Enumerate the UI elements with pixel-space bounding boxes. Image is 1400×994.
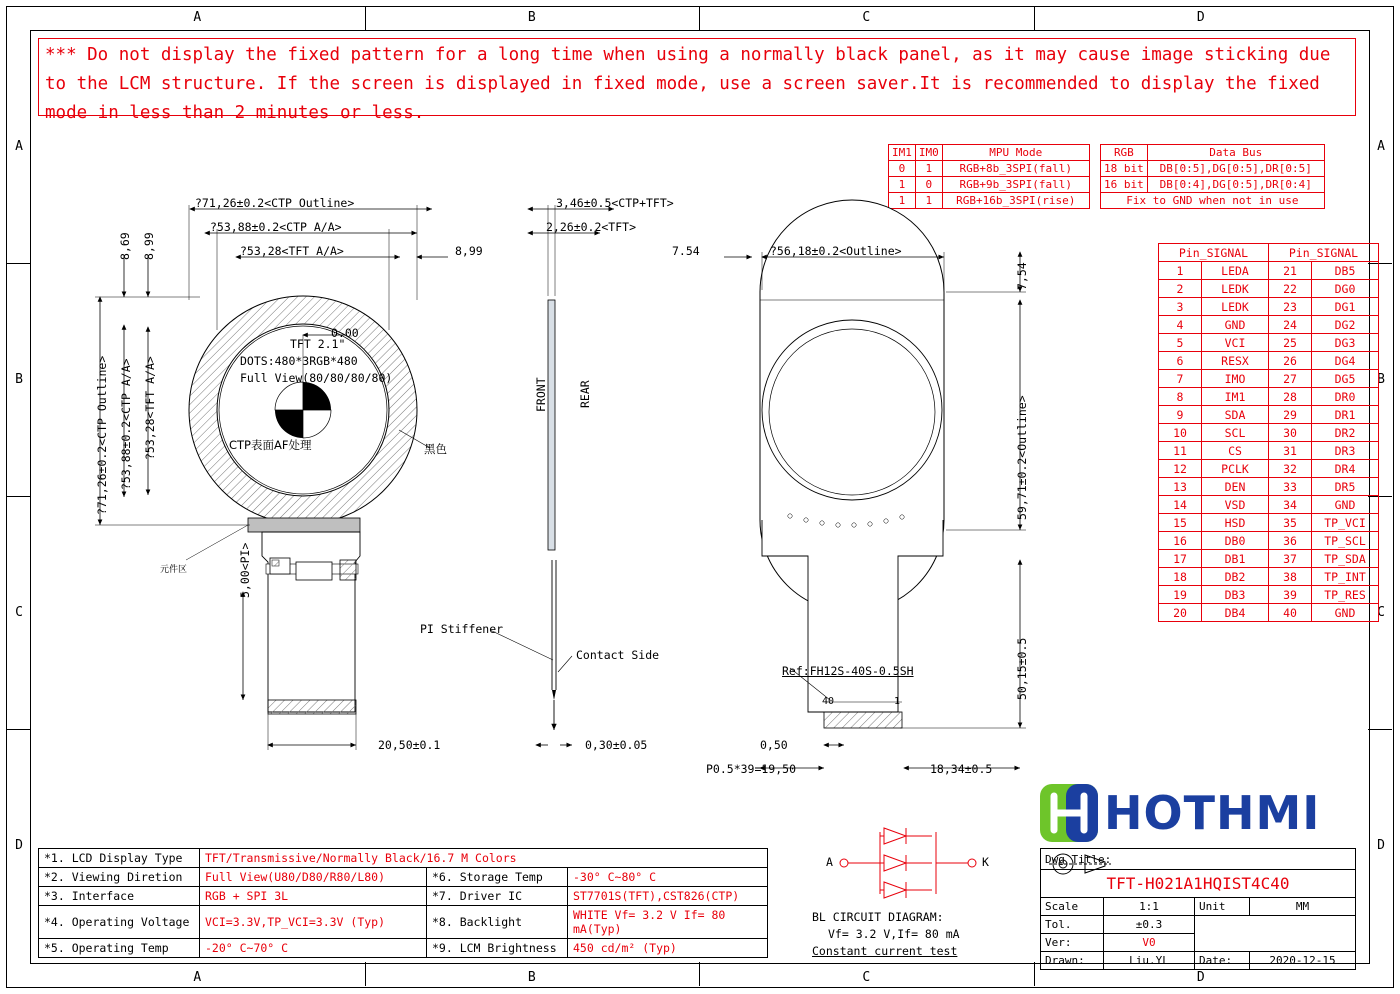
pin-number-cell: 16 (1159, 532, 1202, 550)
pin-signal-cell: DR2 (1312, 424, 1379, 442)
label-pin-40: 40 (822, 696, 835, 707)
zone-col-b: B (527, 970, 536, 985)
pin-signal-cell: CS (1202, 442, 1269, 460)
pin-number-cell: 38 (1269, 568, 1312, 586)
pin-number-cell: 9 (1159, 406, 1202, 424)
dim-tft-thickness: 2,26±0.2<TFT> (546, 220, 637, 234)
pin-number-cell: 2 (1159, 280, 1202, 298)
label-fullview: Full View(80/80/80/80) (240, 371, 393, 385)
pin-number-cell: 17 (1159, 550, 1202, 568)
mpu-cell: 1 (889, 177, 916, 193)
pin-signal-cell: TP_SDA (1312, 550, 1379, 568)
pin-number-cell: 24 (1269, 316, 1312, 334)
pin-signal-cell: LEDA (1202, 262, 1269, 280)
label-pin-1: 1 (894, 696, 901, 707)
zone-row-b: B (1377, 371, 1385, 387)
databus-header-cell: RGB (1101, 145, 1148, 161)
pin-number-cell: 31 (1269, 442, 1312, 460)
title-block (1040, 848, 1356, 970)
pin-number-cell: 5 (1159, 334, 1202, 352)
pin-signal-cell: DB2 (1202, 568, 1269, 586)
pin-signal-cell: GND (1312, 496, 1379, 514)
pin-signal-cell: LEDK (1202, 298, 1269, 316)
spec-value: -30° C~80° C (568, 868, 768, 887)
mpu-cell: RGB+9b_3SPI(fall) (942, 177, 1089, 193)
dim-ctp-aa-width: ?53,88±0.2<CTP A/A> (210, 220, 342, 234)
zone-col-b: B (527, 10, 536, 25)
pin-number-cell: 30 (1269, 424, 1312, 442)
pin-signal-cell: VSD (1202, 496, 1269, 514)
spec-value: Full View(U80/D80/R80/L80) (200, 868, 427, 887)
spec-row (39, 849, 768, 868)
pin-number-cell: 37 (1269, 550, 1312, 568)
tol-value: ±0.3 (1104, 916, 1195, 934)
pin-number-cell: 7 (1159, 370, 1202, 388)
dim-rear-left-754: 7.54 (672, 244, 700, 258)
spec-row (39, 868, 768, 887)
pin-number-cell: 40 (1269, 604, 1312, 622)
drawn-label: Drawn: (1041, 952, 1104, 970)
spec-label: *5. Operating Temp (39, 939, 200, 958)
spec-value: RGB + SPI 3L (200, 887, 427, 906)
databus-cell: DB[0:4],DG[0:5],DR[0:4] (1147, 177, 1324, 193)
pin-header-cell: Pin_SIGNAL (1159, 244, 1269, 262)
unit-value: MM (1250, 898, 1356, 916)
date-label: Date: (1195, 952, 1250, 970)
zone-row-c: C (1377, 604, 1385, 620)
dim-left-869: 8,69 (118, 232, 132, 260)
mpu-cell: 1 (889, 193, 916, 209)
bl-anode-label: A (826, 855, 833, 869)
pin-number-cell: 26 (1269, 352, 1312, 370)
spec-label: *8. Backlight (427, 906, 568, 939)
ver-label: Ver: (1041, 934, 1104, 952)
pin-number-cell: 6 (1159, 352, 1202, 370)
pin-number-cell: 15 (1159, 514, 1202, 532)
zone-row-a: A (15, 138, 23, 154)
pin-signal-cell: SDA (1202, 406, 1269, 424)
dim-p050: 0,50 (760, 738, 788, 752)
dim-fpc-width: 20,50±0.1 (378, 738, 441, 752)
databus-cell: Fix to GND when not in use (1101, 193, 1325, 209)
pin-number-cell: 11 (1159, 442, 1202, 460)
pin-signal-cell: DR0 (1312, 388, 1379, 406)
dim-right-899: 8,99 (455, 244, 483, 258)
pin-signal-cell: DG2 (1312, 316, 1379, 334)
label-black: 黑色 (424, 442, 447, 456)
label-component-area: 元件区 (160, 565, 188, 575)
pin-number-cell: 8 (1159, 388, 1202, 406)
zone-row-d: D (15, 837, 23, 853)
dwg-title-value: TFT-H021A1HQIST4C40 (1041, 870, 1356, 898)
pin-signal-cell: PCLK (1202, 460, 1269, 478)
zone-row-b: B (15, 371, 23, 387)
dim-v-ctp-aa: ?53,88±0.2<CTP A/A> (119, 358, 133, 490)
bl-line3: Constant current test (812, 944, 958, 958)
label-pi-stiffener: PI Stiffener (420, 622, 504, 636)
spec-value: -20° C~70° C (200, 939, 427, 958)
pin-number-cell: 27 (1269, 370, 1312, 388)
dwg-title-label: Dwg Title: (1041, 849, 1356, 870)
spec-label: *6. Storage Temp (427, 868, 568, 887)
specification-table (38, 848, 768, 958)
warning-note-text: *** Do not display the fixed pattern for a long time when using a normally black panel, as it may cause image sticking due to the LCM structure. If the screen is displayed in fixed mode, use a screen saver.It is recommended to display the fixed mode in less than 2 minutes or less. (45, 45, 1331, 123)
pin-signal-cell: DB1 (1202, 550, 1269, 568)
pin-number-cell: 18 (1159, 568, 1202, 586)
spec-row (39, 939, 768, 958)
dim-rear-5015: 50,15±0.5 (1015, 637, 1029, 700)
pin-signal-cell: TP_SCL (1312, 532, 1379, 550)
pin-number-cell: 32 (1269, 460, 1312, 478)
dim-ctp-outline-width: ?71,26±0.2<CTP Outline> (195, 196, 355, 210)
projection-symbol (1195, 916, 1356, 952)
drawn-value: Liu.YL (1104, 952, 1195, 970)
mpu-header-cell: IM1 (889, 145, 916, 161)
zone-row-c: C (15, 604, 23, 620)
pin-signal-cell: DG0 (1312, 280, 1379, 298)
pin-signal-cell: RESX (1202, 352, 1269, 370)
pin-signal-cell: TP_RES (1312, 586, 1379, 604)
unit-label: Unit (1195, 898, 1250, 916)
pin-signal-cell: SCL (1202, 424, 1269, 442)
pin-number-cell: 36 (1269, 532, 1312, 550)
spec-label: *3. Interface (39, 887, 200, 906)
ver-value: V0 (1104, 934, 1195, 952)
pin-number-cell: 21 (1269, 262, 1312, 280)
pin-signal-cell: DG3 (1312, 334, 1379, 352)
pin-signal-cell: DB3 (1202, 586, 1269, 604)
dim-tft-aa-width: ?53,28<TFT A/A> (240, 244, 344, 258)
dim-left-899: 8,99 (142, 232, 156, 260)
mpu-cell: 1 (915, 161, 942, 177)
pin-number-cell: 3 (1159, 298, 1202, 316)
spec-label: *9. LCM Brightness (427, 939, 568, 958)
pin-number-cell: 19 (1159, 586, 1202, 604)
zone-col-a: A (193, 970, 202, 985)
dim-v-tft-aa: ?53,28<TFT A/A> (143, 356, 157, 460)
databus-cell: 16 bit (1101, 177, 1148, 193)
pin-number-cell: 23 (1269, 298, 1312, 316)
pin-signal-cell: DB4 (1202, 604, 1269, 622)
company-logo (1040, 784, 1350, 844)
spec-value: ST7701S(TFT),CST826(CTP) (568, 887, 768, 906)
dim-rear-top-754: 7,54 (1015, 262, 1029, 290)
mpu-header-cell: MPU Mode (942, 145, 1089, 161)
scale-value: 1:1 (1104, 898, 1195, 916)
spec-value: VCI=3.3V,TP_VCI=3.3V (Typ) (200, 906, 427, 939)
databus-cell: DB[0:5],DG[0:5],DR[0:5] (1147, 161, 1324, 177)
pin-number-cell: 33 (1269, 478, 1312, 496)
pin-signal-cell: VCI (1202, 334, 1269, 352)
spec-value: TFT/Transmissive/Normally Black/16.7 M Colors (200, 849, 768, 868)
pin-number-cell: 20 (1159, 604, 1202, 622)
mpu-cell: 0 (915, 177, 942, 193)
pin-signal-cell: DG4 (1312, 352, 1379, 370)
databus-cell: 18 bit (1101, 161, 1148, 177)
label-rear: REAR (578, 380, 592, 408)
pin-number-cell: 22 (1269, 280, 1312, 298)
pin-number-cell: 29 (1269, 406, 1312, 424)
dim-rear-outline-width: ?56,18±0.2<Outline> (770, 244, 902, 258)
spec-label: *7. Driver IC (427, 887, 568, 906)
pin-signal-cell: DR1 (1312, 406, 1379, 424)
pin-signal-cell: DR5 (1312, 478, 1379, 496)
pin-number-cell: 1 (1159, 262, 1202, 280)
company-logo-text: HOTHMI (1104, 786, 1321, 840)
pin-number-cell: 12 (1159, 460, 1202, 478)
date-value: 2020-12-15 (1250, 952, 1356, 970)
pin-signal-cell: DB0 (1202, 532, 1269, 550)
pin-header-cell: Pin_SIGNAL (1269, 244, 1379, 262)
pin-number-cell: 10 (1159, 424, 1202, 442)
zone-col-d: D (1196, 970, 1205, 985)
spec-value: 450 cd/m² (Typ) (568, 939, 768, 958)
zone-col-d: D (1196, 10, 1205, 25)
databus-header-cell: Data Bus (1147, 145, 1324, 161)
pin-number-cell: 34 (1269, 496, 1312, 514)
bl-cathode-label: K (982, 855, 989, 869)
pin-number-cell: 25 (1269, 334, 1312, 352)
pin-signal-cell: LEDK (1202, 280, 1269, 298)
pin-signal-cell: TP_VCI (1312, 514, 1379, 532)
mpu-header-cell: IM0 (915, 145, 942, 161)
mpu-cell: 1 (915, 193, 942, 209)
zone-col-c: C (862, 10, 871, 25)
pin-signal-cell: GND (1202, 316, 1269, 334)
dim-rear-v-outline: 59,71±0.2<Outline> (1015, 395, 1029, 520)
spec-label: *4. Operating Voltage (39, 906, 200, 939)
pin-number-cell: 35 (1269, 514, 1312, 532)
dim-pi: 5,00<PI> (238, 542, 252, 598)
pin-number-cell: 14 (1159, 496, 1202, 514)
tol-label: Tol. (1041, 916, 1104, 934)
label-af-coating: CTP表面AF处理 (229, 438, 312, 452)
mpu-cell: RGB+8b_3SPI(fall) (942, 161, 1089, 177)
pin-signal-cell: IM1 (1202, 388, 1269, 406)
spec-row (39, 887, 768, 906)
label-connector-ref: Ref:FH12S-40S-0.5SH (782, 664, 914, 678)
zone-row-a: A (1377, 138, 1385, 154)
mpu-cell: RGB+16b_3SPI(rise) (942, 193, 1089, 209)
dim-origin: 0.00 (331, 326, 359, 340)
pin-signal-cell: DEN (1202, 478, 1269, 496)
pin-signal-cell: IMO (1202, 370, 1269, 388)
label-dots: DOTS:480*3RGB*480 (240, 354, 358, 368)
spec-label: *1. LCD Display Type (39, 849, 200, 868)
bl-line2: Vf= 3.2 V,If= 80 mA (828, 927, 960, 941)
label-contact-side: Contact Side (576, 648, 660, 662)
pin-signal-cell: DB5 (1312, 262, 1379, 280)
scale-label: Scale (1041, 898, 1104, 916)
zone-col-c: C (862, 970, 871, 985)
pin-signal-cell: DG5 (1312, 370, 1379, 388)
spec-value: WHITE Vf= 3.2 V If= 80 mA(Typ) (568, 906, 768, 939)
zone-col-a: A (193, 10, 202, 25)
pin-signal-cell: GND (1312, 604, 1379, 622)
pin-signal-cell: TP_INT (1312, 568, 1379, 586)
spec-label: *2. Viewing Diretion (39, 868, 200, 887)
dim-fpc-thickness: 0,30±0.05 (585, 738, 648, 752)
pin-signal-cell: HSD (1202, 514, 1269, 532)
label-tft-size: TFT 2.1" (290, 337, 346, 351)
dim-v-ctp-outline: ?71,26±0.2<CTP Outline> (95, 355, 109, 515)
pin-number-cell: 13 (1159, 478, 1202, 496)
dim-pitch: P0.5*39=19,50 (706, 762, 797, 776)
dim-total-thickness: 3,46±0.5<CTP+TFT> (556, 196, 674, 210)
label-front: FRONT (534, 377, 548, 412)
pin-signal-cell: DR4 (1312, 460, 1379, 478)
pin-number-cell: 28 (1269, 388, 1312, 406)
pin-number-cell: 4 (1159, 316, 1202, 334)
pin-signal-cell: DG1 (1312, 298, 1379, 316)
mpu-cell: 0 (889, 161, 916, 177)
pin-signal-cell: DR3 (1312, 442, 1379, 460)
bl-line1: BL CIRCUIT DIAGRAM: (812, 910, 944, 924)
pin-number-cell: 39 (1269, 586, 1312, 604)
dim-rear-fpc-len: 18,34±0.5 (930, 762, 993, 776)
spec-row (39, 906, 768, 939)
zone-row-d: D (1377, 837, 1385, 853)
